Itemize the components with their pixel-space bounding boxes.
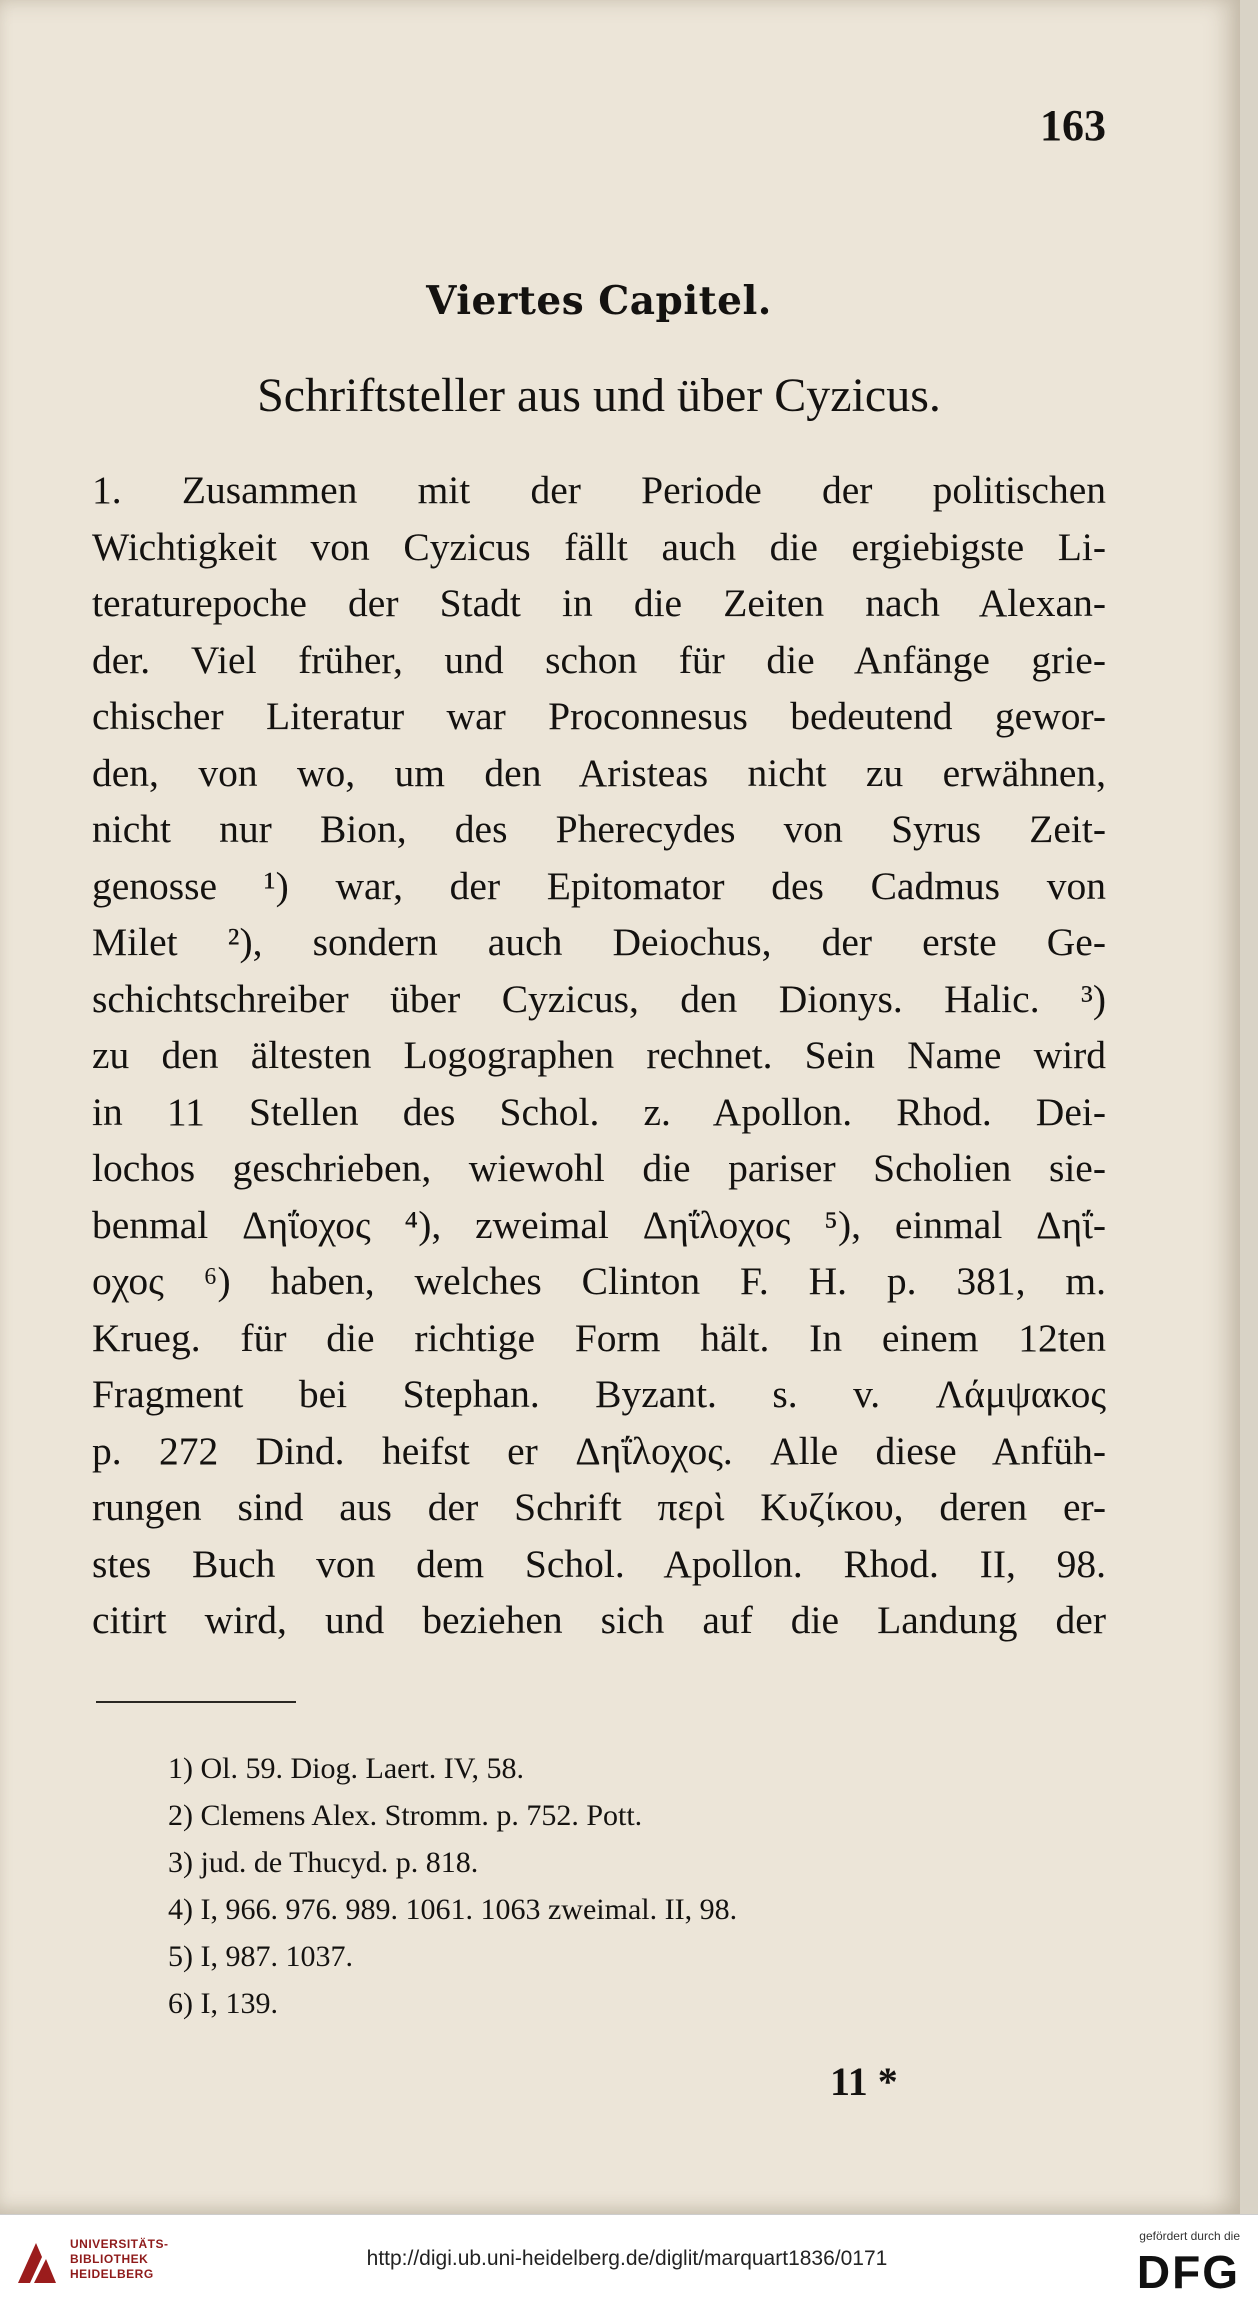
university-logo-icon[interactable] (12, 2237, 60, 2289)
institution-line: UNIVERSITÄTS- (70, 2237, 169, 2251)
signature-mark: 11 * (830, 2059, 898, 2104)
body-line: den, von wo, um den Aristeas nicht zu erwähnen, (92, 750, 1106, 795)
footnote: 6) I, 139. (168, 1987, 278, 2020)
page-number: 163 (1040, 101, 1106, 150)
body-text (92, 462, 1106, 1649)
footnote: 3) jud. de Thucyd. p. 818. (168, 1846, 479, 1879)
body-line: citirt wird, und beziehen sich auf die Landung der (92, 1598, 1106, 1642)
chapter-title: Schriftsteller aus und über Cyzicus. (257, 369, 941, 422)
body-line: schichtschreiber über Cyzicus, den Dionys. Halic. ³) (92, 976, 1106, 1021)
body-line: genosse ¹) war, der Epitomator des Cadmus von (92, 863, 1106, 908)
footnote: 5) I, 987. 1037. (168, 1940, 353, 1973)
body-line: Fragment bei Stephan. Byzant. s. v. Λάμψακος (92, 1372, 1106, 1416)
body-line: der. Viel früher, und schon für die Anfänge grie- (92, 637, 1106, 682)
body-line: benmal Δηΐοχος ⁴), zweimal Δηΐλοχος ⁵), einmal Δηΐ- (92, 1202, 1106, 1247)
footnote: 1) Ol. 59. Diog. Laert. IV, 58. (168, 1752, 525, 1785)
body-line: teraturepoche der Stadt in die Zeiten nach Alexan- (92, 581, 1106, 625)
body-line: zu den ältesten Logographen rechnet. Sein Name wird (92, 1033, 1106, 1077)
body-line: nicht nur Bion, des Pherecydes von Syrus Zeit- (92, 807, 1106, 851)
body-line: 1. Zusammen mit der Periode der politischen (92, 468, 1106, 512)
body-line: rungen sind aus der Schrift περὶ Κυζίκου, deren er- (92, 1485, 1106, 1529)
footnote: 4) I, 966. 976. 989. 1061. 1063 zweimal. II, 98. (168, 1893, 738, 1926)
institution-line: HEIDELBERG (70, 2267, 154, 2281)
body-line: in 11 Stellen des Schol. z. Apollon. Rhod. Dei- (92, 1089, 1106, 1134)
body-line: lochos geschrieben, wiewohl die pariser Scholien sie- (92, 1146, 1106, 1190)
dfg-logo[interactable]: DFG (1136, 2246, 1240, 2298)
institution-line: BIBLIOTHEK (70, 2252, 149, 2266)
body-line: Krueg. für die richtige Form hält. In einem 12ten (92, 1315, 1106, 1360)
body-line: p. 272 Dind. heifst er Δηΐλοχος. Alle diese Anfüh- (92, 1428, 1106, 1473)
chapter-heading: Viertes Capitel. (426, 278, 772, 324)
body-line: chischer Literatur war Proconnesus bedeutend gewor- (92, 694, 1106, 738)
institution-name[interactable] (70, 2237, 169, 2282)
footnotes (168, 1745, 1068, 2027)
body-line: stes Buch von dem Schol. Apollon. Rhod. II, 98. (92, 1541, 1106, 1586)
funded-by-label: gefördert durch die (1139, 2229, 1240, 2243)
body-line: Wichtigkeit von Cyzicus fällt auch die ergiebigste Li- (92, 524, 1106, 569)
body-line: οχος ⁶) haben, welches Clinton F. H. p. 381, m. (92, 1259, 1106, 1303)
footnote-divider (96, 1701, 296, 1703)
viewer-footer (0, 2214, 1258, 2310)
permalink-url[interactable]: http://digi.ub.uni-heidelberg.de/diglit/marquart1836/0171 (366, 2247, 888, 2270)
footnote: 2) Clemens Alex. Stromm. p. 752. Pott. (168, 1799, 643, 1832)
body-line: Milet ²), sondern auch Deiochus, der erste Ge- (92, 920, 1106, 964)
